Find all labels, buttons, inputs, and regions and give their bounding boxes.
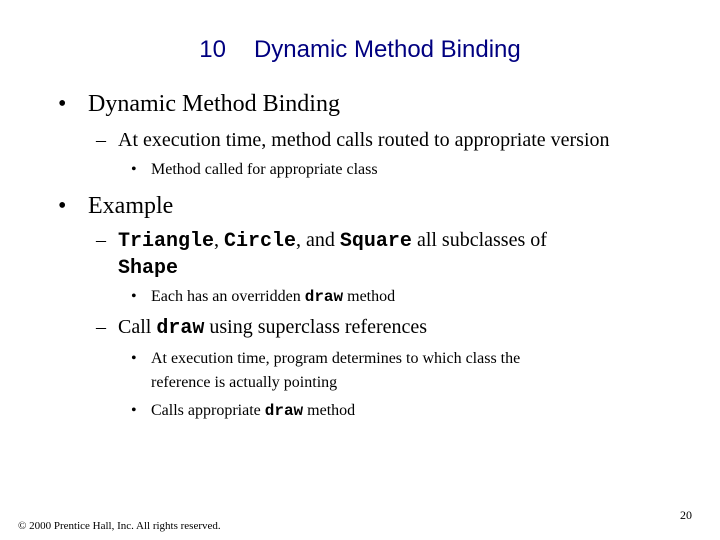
bullet-dot: • xyxy=(131,161,137,178)
bullet-text: Each has an overridden xyxy=(151,288,305,305)
bullet-text: using superclass references xyxy=(204,316,428,338)
bullet-program-determines xyxy=(131,350,520,368)
bullet-execution-time-routing xyxy=(96,129,610,152)
page-number: 20 xyxy=(680,508,692,522)
section-number: 10 xyxy=(199,36,226,63)
bullet-text: method xyxy=(343,288,396,305)
copyright-notice: © 2000 Prentice Hall, Inc. All rights reserved. xyxy=(18,520,221,532)
code-draw: draw xyxy=(156,317,205,340)
bullet-text: Calls appropriate xyxy=(151,402,265,419)
bullet-program-determines-continued xyxy=(151,374,337,392)
bullet-call-draw xyxy=(96,316,427,340)
bullet-text: reference is actually pointing xyxy=(151,374,338,391)
title-text: Dynamic Method Binding xyxy=(253,36,521,63)
slide-title xyxy=(0,36,720,64)
bullet-text: method xyxy=(303,402,356,419)
code-square: Square xyxy=(339,230,412,253)
bullet-subclasses xyxy=(96,229,547,253)
bullet-dot: • xyxy=(58,193,67,219)
bullet-dot: • xyxy=(58,91,67,117)
code-draw: draw xyxy=(304,288,344,306)
code-circle: Circle xyxy=(224,230,297,253)
bullet-calls-appropriate-draw xyxy=(131,402,355,420)
bullet-dash: – xyxy=(96,129,106,151)
bullet-text: Dynamic Method Binding xyxy=(88,91,340,117)
bullet-text: Example xyxy=(88,193,174,219)
bullet-method-called xyxy=(131,161,378,179)
bullet-text: Call xyxy=(118,316,157,338)
text-sep: , and xyxy=(296,229,340,251)
text-sep: , xyxy=(214,229,225,251)
bullet-text: At execution time, program determines to which class the xyxy=(151,350,521,367)
bullet-dot: • xyxy=(131,402,137,419)
bullet-dash: – xyxy=(96,316,106,338)
bullet-text: Method called for appropriate class xyxy=(151,161,378,178)
text-rest: all subclasses of xyxy=(411,229,547,251)
code-draw: draw xyxy=(264,402,304,420)
code-shape: Shape xyxy=(118,257,179,280)
bullet-dot: • xyxy=(131,288,137,305)
bullet-text: At execution time, method calls routed to appropriate version xyxy=(118,129,610,151)
bullet-dash: – xyxy=(96,229,106,251)
bullet-overridden-draw xyxy=(131,288,395,306)
bullet-subclasses-continued xyxy=(118,256,178,280)
bullet-dynamic-method-binding xyxy=(58,91,340,118)
bullet-example xyxy=(58,193,173,220)
code-triangle: Triangle xyxy=(118,230,215,253)
bullet-dot: • xyxy=(131,350,137,367)
